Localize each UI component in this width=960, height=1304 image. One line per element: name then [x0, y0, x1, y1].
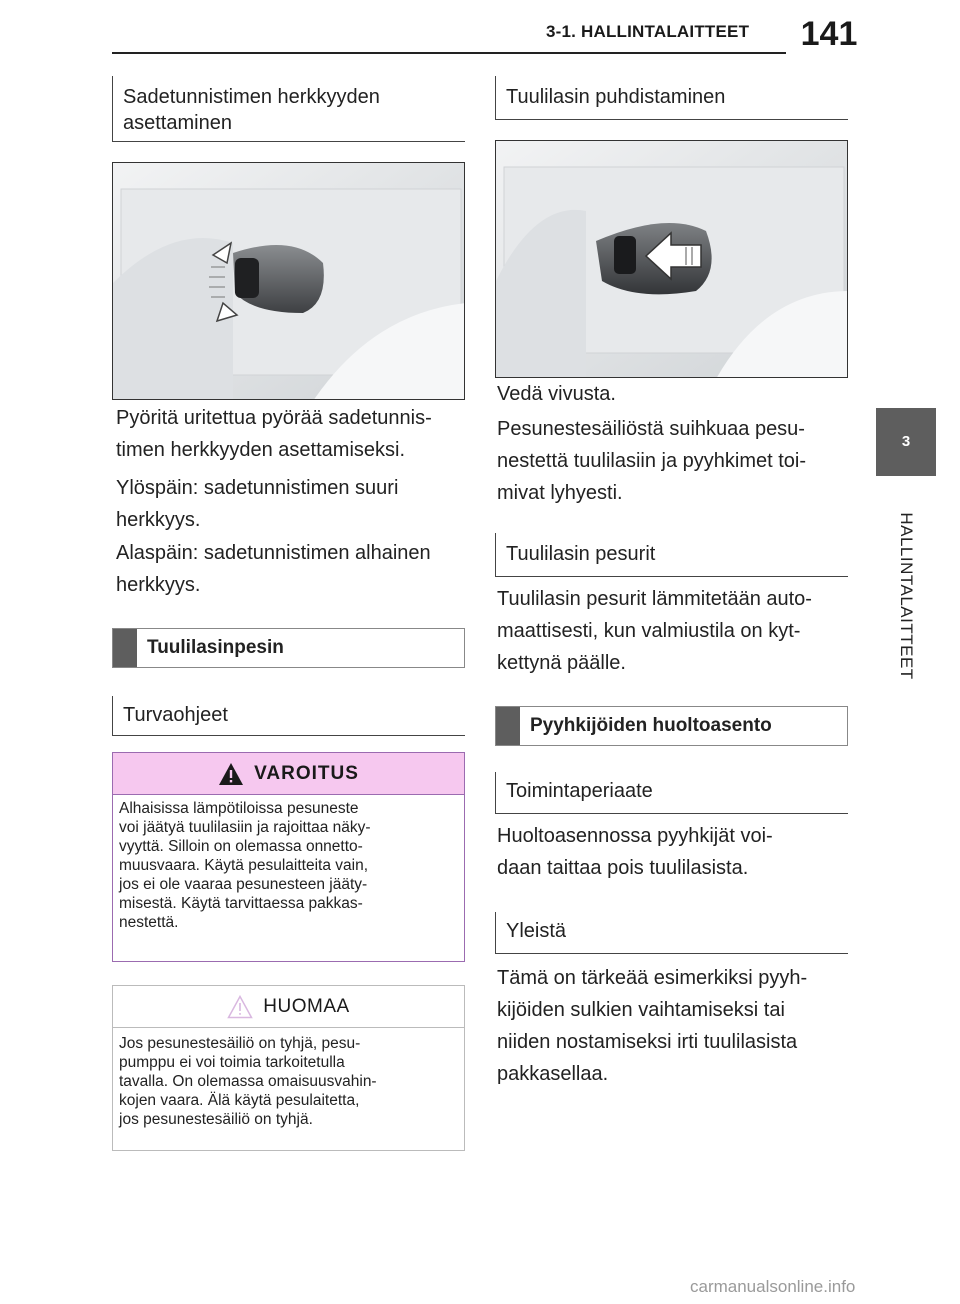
- warning-box: [112, 752, 465, 962]
- text-line: misestä. Käytä tarvittaessa pakkas-: [119, 895, 363, 912]
- text-line: nestettä tuulilasiin ja pyyhkimet toi-: [497, 450, 807, 472]
- text-line: tavalla. On olemassa omaisuusvahin-: [119, 1073, 377, 1090]
- note-title: HUOMAA: [263, 995, 350, 1017]
- subheading-line: Sadetunnistimen herkkyyden: [123, 86, 380, 108]
- section-heading-text: Pyyhkijöiden huoltoasento: [530, 715, 772, 736]
- text-line: Pesunestesäiliöstä suihkuaa pesu-: [497, 418, 805, 440]
- text-line: Huoltoasennossa pyyhkijät voi-: [497, 825, 773, 847]
- section-title: 3-1. HALLINTALAITTEET: [546, 22, 750, 41]
- text-line: Alhaisissa lämpötiloissa pesuneste: [119, 800, 359, 817]
- text-line: Jos pesunestesäiliö on tyhjä, pesu-: [119, 1035, 361, 1052]
- text-line: daan taittaa pois tuulilasista.: [497, 857, 749, 879]
- text-line: muusvaara. Käytä pesulaitteita vain,: [119, 857, 368, 874]
- note-text: [113, 1028, 464, 1135]
- paragraph-pull-lever: [497, 378, 857, 410]
- header-rule: [112, 52, 847, 54]
- chapter-tab[interactable]: 3: [876, 408, 936, 476]
- paragraph-down: [116, 537, 476, 601]
- section-heading-text: Tuulilasinpesin: [147, 637, 284, 658]
- subheading-washers: [495, 533, 848, 577]
- text-line: timen herkkyyden asettamiseksi.: [116, 439, 406, 461]
- paragraph-general: [497, 962, 857, 1090]
- page-number: 141: [786, 12, 872, 56]
- warning-triangle-icon: [218, 762, 244, 786]
- figure-washer-lever: [495, 140, 848, 378]
- subheading-principle: [495, 772, 848, 814]
- text-line: Tuulilasin pesurit lämmitetään auto-: [497, 588, 812, 610]
- paragraph-service-position: [497, 820, 857, 884]
- section-bar: [113, 629, 137, 667]
- text-line: mivat lyhyesti.: [497, 482, 623, 504]
- text-line: kojen vaara. Älä käytä pesulaitetta,: [119, 1092, 360, 1109]
- text-line: kijöiden sulkien vaihtamiseksi tai: [497, 999, 785, 1021]
- text-line: kettynä päälle.: [497, 652, 626, 674]
- subheading-cleaning: [495, 76, 848, 120]
- text-line: herkkyys.: [116, 509, 201, 531]
- text-line: voi jäätyä tuulilasiin ja rajoittaa näky-: [119, 819, 371, 836]
- subheading-general: [495, 912, 848, 954]
- warning-header: [113, 753, 464, 795]
- text-line: maattisesti, kun valmiustila on kyt-: [497, 620, 801, 642]
- subheading-text: Turvaohjeet: [123, 704, 228, 726]
- paragraph-heated-washers: [497, 583, 857, 679]
- text-line: Ylöspäin: sadetunnistimen suuri: [116, 477, 399, 499]
- section-heading-washer: [112, 628, 465, 668]
- subheading-sensor-sensitivity: [112, 76, 465, 142]
- text-line: niiden nostamiseksi irti tuulilasista: [497, 1031, 798, 1053]
- text-line: Alaspäin: sadetunnistimen alhainen: [116, 542, 431, 564]
- text-line: jos ei ole vaaraa pesunesteen jääty-: [119, 876, 368, 893]
- text-line: herkkyys.: [116, 574, 201, 596]
- paragraph-up: [116, 472, 476, 536]
- subheading-safety: [112, 696, 465, 736]
- warning-title: VAROITUS: [254, 762, 359, 784]
- text-line: pakkasellaa.: [497, 1063, 609, 1085]
- text-line: Pyöritä uritettua pyörää sadetunnis-: [116, 407, 432, 429]
- watermark: carmanualsonline.info: [690, 1277, 856, 1296]
- text-line: Vedä vivusta.: [497, 383, 616, 405]
- note-box: [112, 985, 465, 1151]
- paragraph-washer-spray: [497, 413, 857, 509]
- text-line: nestettä.: [119, 914, 179, 931]
- text-line: pumppu ei voi toimia tarkoitetulla: [119, 1054, 345, 1071]
- section-heading-service-position: [495, 706, 848, 746]
- figure-rain-sensor-wheel: [112, 162, 465, 400]
- text-line: jos pesunestesäiliö on tyhjä.: [119, 1111, 313, 1128]
- paragraph-rotate-wheel: [116, 402, 476, 466]
- subheading-text: Tuulilasin puhdistaminen: [506, 86, 726, 108]
- subheading-text: Yleistä: [506, 920, 567, 942]
- section-bar: [496, 707, 520, 745]
- caution-triangle-icon: [227, 995, 253, 1019]
- subheading-line: asettaminen: [123, 112, 232, 134]
- text-line: vyyttä. Silloin on olemassa onnetto-: [119, 838, 363, 855]
- note-header: [113, 986, 464, 1028]
- warning-text: [113, 795, 464, 936]
- text-line: Tämä on tärkeää esimerkiksi pyyh-: [497, 967, 808, 989]
- subheading-text: Tuulilasin pesurit: [506, 543, 656, 565]
- subheading-text: Toimintaperiaate: [506, 780, 653, 802]
- chapter-tab-label: HALLINTALAITTEET: [897, 512, 916, 680]
